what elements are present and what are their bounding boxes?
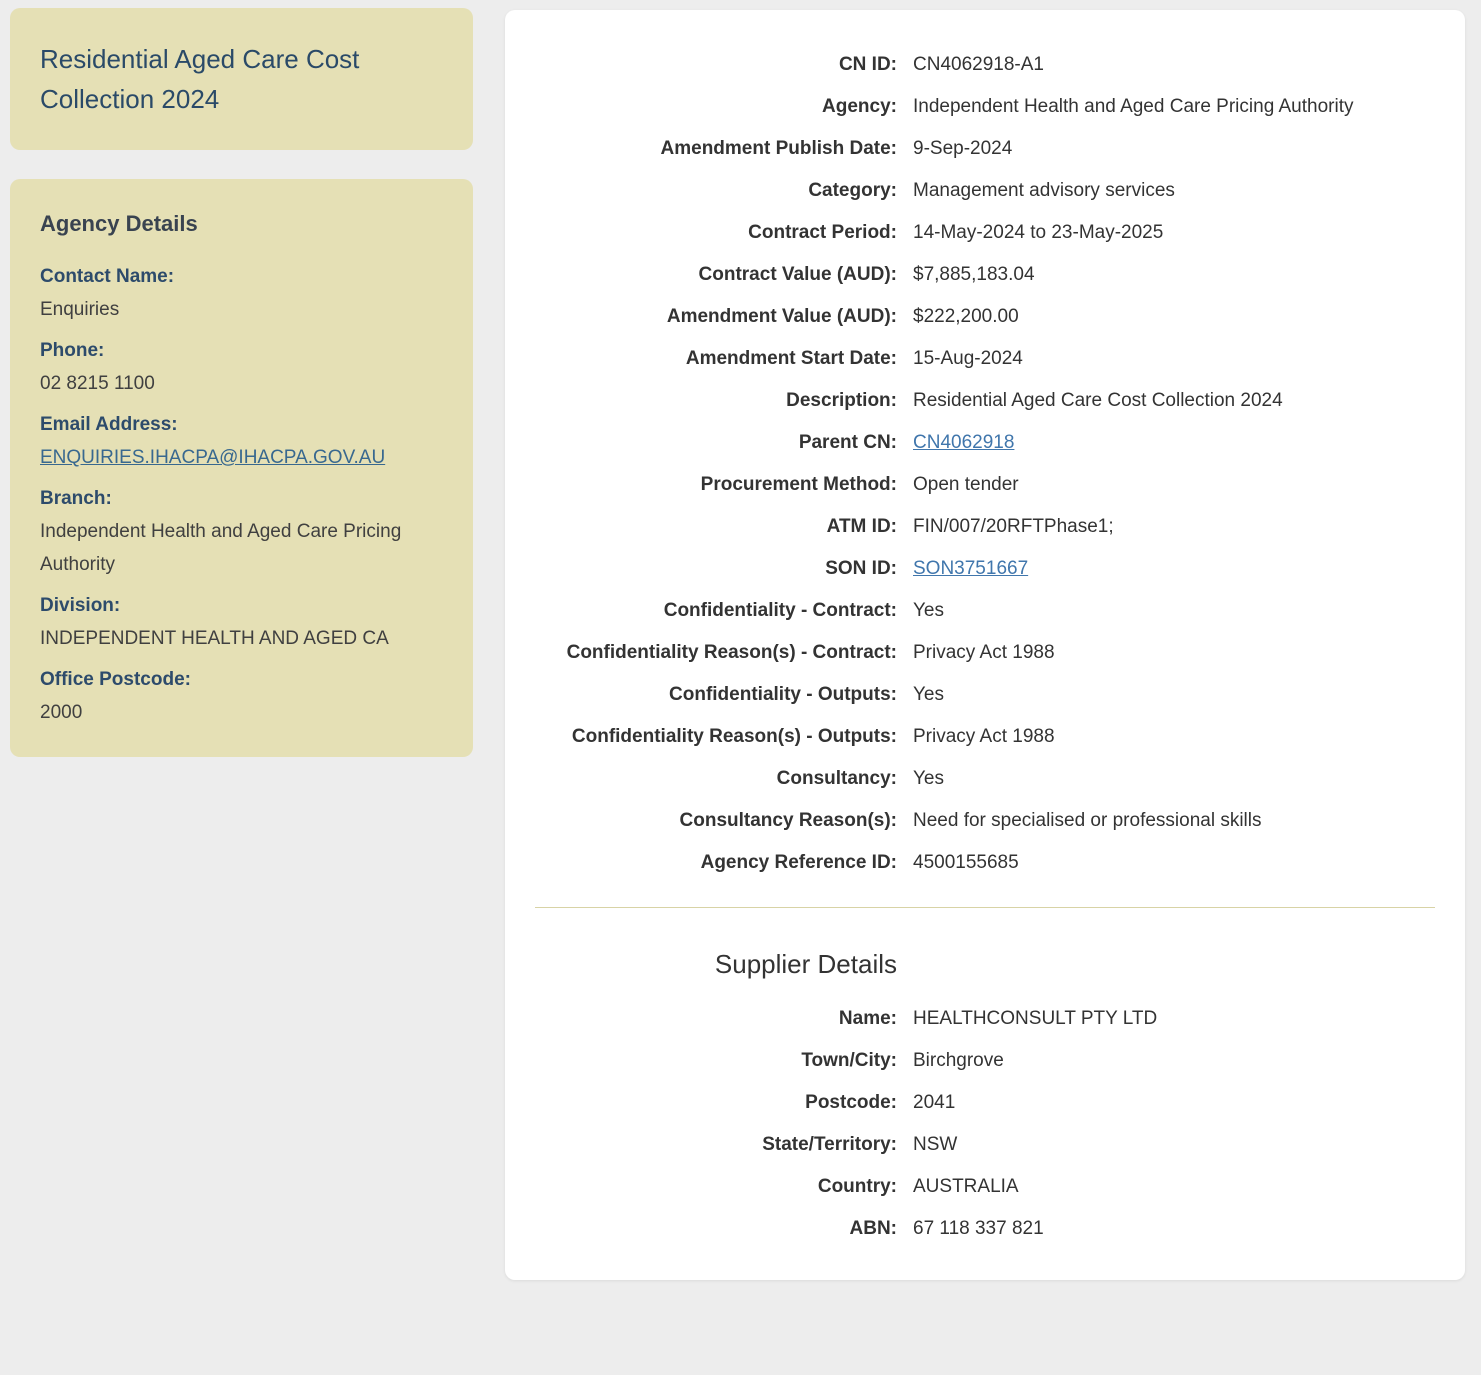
contract-label: Consultancy Reason(s): bbox=[679, 810, 897, 831]
office-postcode-label: Office Postcode: bbox=[40, 669, 191, 690]
page-title: Residential Aged Care Cost Collection 2024 bbox=[40, 44, 360, 114]
agency-division bbox=[40, 589, 443, 655]
contract-label: Procurement Method: bbox=[700, 474, 897, 495]
contract-label: ATM ID: bbox=[826, 516, 897, 537]
contract-value: Privacy Act 1988 bbox=[913, 642, 1055, 663]
contract-row bbox=[535, 678, 1435, 711]
agency-office-postcode bbox=[40, 663, 443, 729]
contract-row bbox=[535, 90, 1435, 123]
contract-label: Amendment Value (AUD): bbox=[666, 306, 897, 327]
contract-label: Contract Period: bbox=[748, 222, 897, 243]
contract-row bbox=[535, 48, 1435, 81]
contract-label: CN ID: bbox=[838, 54, 897, 75]
supplier-label: ABN: bbox=[849, 1218, 897, 1239]
contract-row bbox=[535, 846, 1435, 879]
supplier-row bbox=[535, 1170, 1435, 1203]
supplier-label: Town/City: bbox=[801, 1050, 897, 1071]
agency-details-card bbox=[10, 179, 473, 757]
office-postcode-value: 2000 bbox=[40, 702, 83, 723]
supplier-value: 2041 bbox=[913, 1092, 956, 1113]
contract-value: $222,200.00 bbox=[913, 306, 1019, 327]
email-value bbox=[40, 441, 443, 474]
contract-row bbox=[535, 216, 1435, 249]
contract-row bbox=[535, 804, 1435, 837]
contract-value: 14-May-2024 to 23-May-2025 bbox=[913, 222, 1164, 243]
contract-label: Category: bbox=[808, 180, 897, 201]
branch-value: Independent Health and Aged Care Pricing Authority bbox=[40, 521, 402, 575]
supplier-value: AUSTRALIA bbox=[913, 1176, 1019, 1197]
contract-value: 4500155685 bbox=[913, 852, 1019, 873]
supplier-row bbox=[535, 1086, 1435, 1119]
contract-value: Residential Aged Care Cost Collection 2024 bbox=[913, 390, 1283, 411]
branch-label: Branch: bbox=[40, 488, 112, 509]
contract-label: Agency Reference ID: bbox=[700, 852, 897, 873]
contract-value: $7,885,183.04 bbox=[913, 264, 1035, 285]
supplier-label: Country: bbox=[817, 1176, 897, 1197]
contract-value: Independent Health and Aged Care Pricing Authority bbox=[913, 96, 1354, 117]
contract-row bbox=[535, 258, 1435, 291]
contract-label: Agency: bbox=[822, 96, 897, 117]
supplier-row bbox=[535, 1128, 1435, 1161]
section-divider bbox=[535, 907, 1435, 908]
contract-value: Yes bbox=[913, 684, 944, 705]
contract-row bbox=[535, 426, 1435, 459]
contract-row bbox=[535, 174, 1435, 207]
agency-details-heading: Agency Details bbox=[40, 211, 198, 236]
agency-email bbox=[40, 408, 443, 474]
supplier-row bbox=[535, 1212, 1435, 1245]
contract-value bbox=[913, 426, 1435, 459]
supplier-rows bbox=[535, 1002, 1435, 1245]
contract-row bbox=[535, 762, 1435, 795]
phone-label: Phone: bbox=[40, 340, 105, 361]
contract-label: Confidentiality Reason(s) - Contract: bbox=[566, 642, 897, 663]
supplier-value: Birchgrove bbox=[913, 1050, 1004, 1071]
contract-row bbox=[535, 384, 1435, 417]
contract-value: Open tender bbox=[913, 474, 1019, 495]
division-label: Division: bbox=[40, 595, 121, 616]
contract-label: Amendment Start Date: bbox=[685, 348, 897, 369]
contract-row bbox=[535, 132, 1435, 165]
contract-value: CN4062918-A1 bbox=[913, 54, 1044, 75]
contract-label: Parent CN: bbox=[798, 432, 897, 453]
contract-label: Consultancy: bbox=[776, 768, 897, 789]
contract-value: Yes bbox=[913, 768, 944, 789]
contract-rows bbox=[535, 48, 1435, 879]
contract-value: Privacy Act 1988 bbox=[913, 726, 1055, 747]
contract-row bbox=[535, 300, 1435, 333]
contract-label: Confidentiality - Contract: bbox=[663, 600, 897, 621]
contact-name-value: Enquiries bbox=[40, 299, 120, 320]
contract-value: 9-Sep-2024 bbox=[913, 138, 1013, 159]
supplier-label: Name: bbox=[838, 1008, 897, 1029]
contract-row bbox=[535, 552, 1435, 585]
contract-label: Description: bbox=[786, 390, 897, 411]
supplier-details-heading: Supplier Details bbox=[714, 949, 897, 979]
contract-value: Need for specialised or professional skills bbox=[913, 810, 1262, 831]
supplier-value: 67 118 337 821 bbox=[913, 1218, 1044, 1239]
contract-value-link[interactable]: SON3751667 bbox=[913, 558, 1029, 579]
contract-label: Confidentiality - Outputs: bbox=[669, 684, 897, 705]
contract-row bbox=[535, 468, 1435, 501]
contract-value-link[interactable]: CN4062918 bbox=[913, 432, 1015, 453]
supplier-label: State/Territory: bbox=[762, 1134, 897, 1155]
contract-value: Management advisory services bbox=[913, 180, 1175, 201]
supplier-value: NSW bbox=[913, 1134, 958, 1155]
supplier-row bbox=[535, 1002, 1435, 1035]
sidebar bbox=[10, 8, 473, 757]
email-label: Email Address: bbox=[40, 414, 178, 435]
supplier-row bbox=[535, 1044, 1435, 1077]
agency-phone bbox=[40, 334, 443, 400]
contract-title-card bbox=[10, 8, 473, 150]
contract-detail-panel bbox=[505, 10, 1465, 1280]
contract-value bbox=[913, 552, 1435, 585]
contract-row bbox=[535, 594, 1435, 627]
agency-contact-name bbox=[40, 260, 443, 326]
contract-value: FIN/007/20RFTPhase1; bbox=[913, 516, 1114, 537]
contract-row bbox=[535, 510, 1435, 543]
email-link[interactable]: ENQUIRIES.IHACPA@IHACPA.GOV.AU bbox=[40, 447, 386, 468]
contract-label: Contract Value (AUD): bbox=[698, 264, 897, 285]
supplier-label: Postcode: bbox=[805, 1092, 897, 1113]
contract-label: Amendment Publish Date: bbox=[660, 138, 897, 159]
contract-value: 15-Aug-2024 bbox=[913, 348, 1023, 369]
contract-row bbox=[535, 636, 1435, 669]
contract-value: Yes bbox=[913, 600, 944, 621]
contract-label: SON ID: bbox=[825, 558, 897, 579]
contact-name-label: Contact Name: bbox=[40, 266, 175, 287]
contract-row bbox=[535, 342, 1435, 375]
contract-label: Confidentiality Reason(s) - Outputs: bbox=[571, 726, 897, 747]
agency-branch bbox=[40, 482, 443, 581]
contract-row bbox=[535, 720, 1435, 753]
division-value: INDEPENDENT HEALTH AND AGED CA bbox=[40, 628, 389, 649]
supplier-value: HEALTHCONSULT PTY LTD bbox=[913, 1008, 1158, 1029]
phone-value: 02 8215 1100 bbox=[40, 373, 155, 394]
